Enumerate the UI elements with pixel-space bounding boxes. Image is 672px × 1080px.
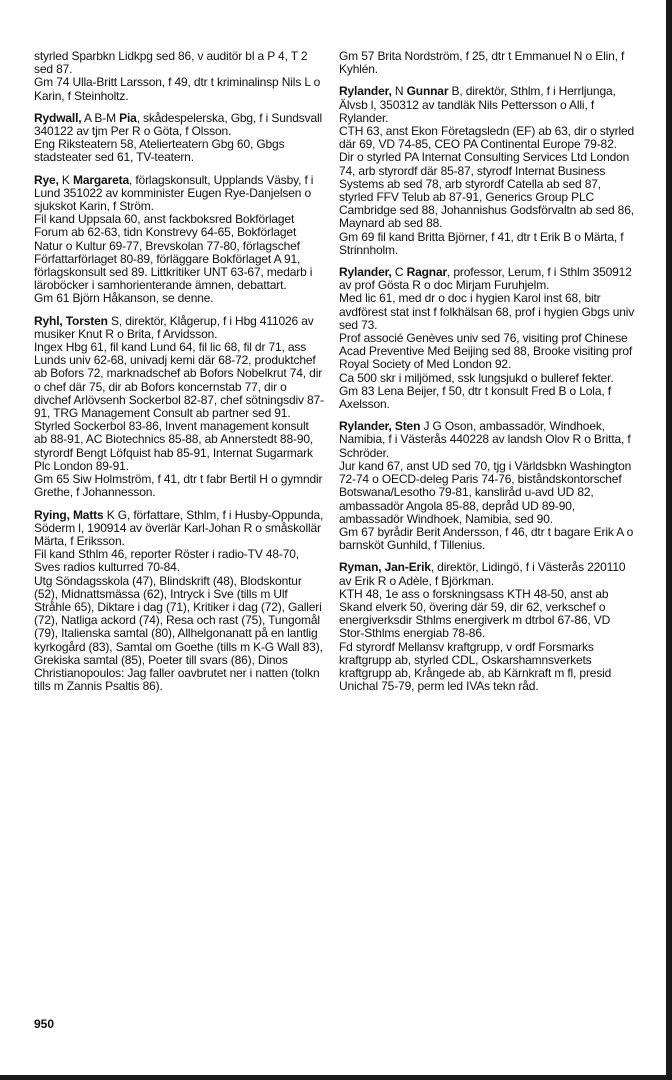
entry-rydwall: [34, 112, 324, 165]
entry-called-name: Margareta: [72, 172, 129, 187]
entry-rylander-gunnar: [339, 85, 637, 257]
entry-paragraph: Gm 83 Lena Beijer, f 50, dtr t konsult Fred B o Lola, f Axelsson.: [339, 383, 611, 412]
entry-continuation-left: [34, 50, 324, 103]
entry-called-name: Ragnar: [406, 265, 448, 280]
entry-paragraph: Med lic 61, med dr o doc i hygien Karol inst 68, bitr avdförest stat inst f folkhälsan 68, prof i hygien Gbgs univ sed 73.: [339, 291, 635, 332]
entry-called-name: Gunnar: [406, 84, 449, 99]
entry-details: , direktör, Klågerup, f i Hbg 411026 av musiker Knut R o Brita, f Arvidsson.: [34, 313, 314, 341]
right-column: [339, 50, 637, 702]
entry-given-names: S: [107, 313, 119, 328]
entry-rye: [34, 174, 324, 306]
scan-edge-bottom: [0, 1075, 672, 1080]
entry-surname: Rye,: [34, 172, 59, 187]
entry-header: [339, 85, 637, 125]
entry-paragraph: Gm 69 fil kand Britta Björner, f 41, dtr t Erik B o Märta, f Strinnholm.: [339, 229, 624, 257]
entry-header: [34, 315, 324, 341]
entry-given-names: N: [391, 84, 407, 99]
entry-details: , ambassadör, Windhoek, Namibia, f i Västerås 440228 av landsh Olov R o Britta, f Schröder.: [339, 419, 631, 460]
entry-paragraph: Styrled Sockerbol 83-86, Invent management konsult ab 88-91, AC Biotechnics 85-88, ab Annerstedt 88-90, styrordf Bengt Löfquist hab 85-91, Internat Sugarmark Plc London 89-91.: [34, 419, 314, 473]
entry-header: [34, 174, 324, 214]
entry-paragraph: Gm 61 Björn Håkanson, se denne.: [34, 291, 214, 306]
entry-ryhl: [34, 315, 324, 500]
entry-paragraph: Gm 57 Brita Nordström, f 25, dtr t Emmanuel N o Elin, f Kyhlén.: [339, 49, 625, 77]
entry-paragraph: Jur kand 67, anst UD sed 70, tjg i Världsbkn Washington 72-74 o OECD-deleg Paris 74-76, biståndskontorschef Botswana/Lesotho 79-81, kanslіråd u-avd UD 82, ambassadör Angola 85-88, depråd UD 89-90, ambassadör Windhoek, Namibia, sed 90.: [339, 458, 632, 526]
entry-paragraph: Utg Söndagsskola (47), Blindskrift (48), Blodskontur (52), Midnattsmässa (62), Intryck i Sve (tills m Ulf Stråhle 65), Diktare i dag (71), Kritiker i dag (72), Galleri (72), Natliga ackord (74), Resa och rast (75), Tungomål (79), Italienska samtal (80), Allhelgonanatt på en lantlig kyrkogård (83), Samtal om Goethe (tills m K-G Wall 83), Grekiska samtal (85), Poeter till svars (86), Dinos Christianopoulos: Jag faller oavbrutet ner i natten (tolkn tills m Zannis Psaltis 86).: [34, 573, 323, 694]
entry-given-names: C: [391, 265, 407, 280]
entry-paragraph: Fil kand Sthlm 46, reporter Röster i radio-TV 48-70, Sves radios kulturred 70-84.: [34, 547, 299, 575]
entry-details: , förlagskonsult, Upplands Väsby, f i Lund 351022 av komminister Eugen Rye-Danjelsen o sjukskot Karin, f Ström.: [34, 172, 314, 214]
entry-details: B, direktör, Sthlm, f i Herrljunga, Älvsb l, 350312 av tandläk Nils Pettersson o Alli, f Rylander.: [339, 84, 616, 125]
entry-ryman: [339, 561, 637, 693]
entry-rylander-sten: [339, 420, 637, 552]
entry-rying: [34, 509, 324, 694]
entry-header: [34, 509, 324, 549]
entry-header: [339, 266, 637, 292]
entry-paragraph: Gm 67 byrådir Berit Andersson, f 46, dtr t bagare Erik A o barnsköt Gunhild, f Tillenius.: [339, 524, 634, 553]
entry-surname: Rydwall,: [34, 110, 82, 125]
entry-paragraph: Gm 65 Siw Holmström, f 41, dtr t fabr Bertil H o gymndir Grethe, f Johannesson.: [34, 472, 323, 500]
entry-called-name: Pia: [119, 110, 137, 125]
entry-given-names: J G Oson: [420, 419, 473, 434]
entry-paragraph: styrled Sparbkn Lidkpg sed 86, v auditör bl a P 4, T 2 sed 87.: [34, 49, 308, 77]
entry-details: , författare, Sthlm, f i Husby-Oppunda, Söderm l, 190914 av överlär Karl-Johan R o småskollär Märta, f Eriksson.: [34, 507, 324, 548]
entry-paragraph: KTH 48, 1e ass o forskningsass KTH 48-50, anst ab Skand elverk 50, övering där 59, dir 62, verkschef o energiverksdir Sthlms energiverk m dtrbol 67-86, VD Stor-Sthlms energiab 78-86.: [339, 586, 611, 641]
entry-surname: Rylander,: [339, 265, 392, 280]
entry-header: [34, 112, 324, 138]
entry-given-names: K: [58, 172, 73, 187]
entry-given-names: K G: [103, 507, 127, 522]
entry-given-names: A B-M: [81, 110, 120, 125]
entry-header: [339, 561, 637, 587]
entry-paragraph: Fil kand Uppsala 60, anst fackboksred Bokförlaget Forum ab 62-63, tidn Konstrevy 64-65, Bokförlaget Natur o Kultur 69-77, Brevskolan 77-80, förlagschef Författarförlaget 80-89, förläggare Bokförlaget A 91, förlagskonsult sed 89. Littkritiker UNT 63-67, medarb i läroböcker i samhorienterande ämnen, debattart.: [34, 212, 313, 293]
entry-details: , skådespelerska, Gbg, f i Sundsvall 340122 av tjm Per R o Göta, f Olsson.: [34, 110, 323, 139]
entry-surname: Rying, Matts: [34, 507, 104, 522]
entry-paragraph: Ingex Hbg 61, fil kand Lund 64, fil lic 68, fil dr 71, ass Lunds univ 62-68, univadj kemi där 68-72, produktchef ab Bofors 72, marknadschef ab Bofors Nobelkrut 74, dir o chef där 75, dir ab Bofors koncernstab 77, dir o divchef Arlövsenh Sockerbol 82-87, chef sötningsdiv 87-91, TRG Management Consult ab partner sed 91.: [34, 340, 324, 421]
page-number: 950: [34, 1017, 55, 1031]
entry-paragraph: CTH 63, anst Ekon Företagsledn (EF) ab 63, dir o styrled där 69, VD 74-85, CEO PA Continental Europe 79-82.: [339, 124, 635, 152]
entry-surname: Rylander,: [339, 84, 392, 99]
entry-surname: Ryhl, Torsten: [34, 313, 108, 328]
entry-paragraph: Prof associé Genèves univ sed 76, visiting prof Chinese Acad Preventive Med Beijing sed 88, Brooke visiting prof Royal Society of Med London 92.: [339, 331, 633, 372]
scan-edge-right: [666, 0, 672, 1080]
entry-paragraph: Gm 74 Ulla-Britt Larsson, f 49, dtr t kriminalinsp Nils L o Karin, f Steinholtz.: [34, 75, 321, 103]
entry-paragraph: Eng Riksteatern 58, Atelierteatern Gbg 60, Gbgs stadsteater sed 61, TV-teatern.: [34, 137, 285, 165]
entry-surname: Rylander, Sten: [339, 419, 421, 434]
entry-paragraph: Dir o styrled PA Internat Consulting Services Ltd London 74, arb styrordf där 85-87, styrodf Internat Business Systems ab sed 78, arb styrordf Catella ab sed 87, styrled FFV Telub ab 87-91, Generics Group PLC Cambridge sed 88, Johannishus Godsförvaltn ab sed 86, Maynard ab sed 88.: [339, 150, 634, 231]
entry-surname: Ryman, Jan-Erik: [339, 560, 431, 575]
entry-paragraph: Ca 500 skr i miljömed, ssk lungsjukd o bulleref fekter.: [339, 370, 614, 385]
entry-continuation-right: [339, 50, 637, 76]
entry-details: , professor, Lerum, f i Sthlm 350912 av prof Gösta R o doc Mirjam Furuhjelm.: [339, 265, 632, 293]
entry-paragraph: Fd styrordf Mellansv kraftgrupp, v ordf Forsmarks kraftgrupp ab, styrled CDL, Oskarshamnsverkets kraftgrupp ab, Krångede ab, ab Kärnkraft m fl, presid Unichal 75-79, perm led IVAs tekn råd.: [339, 639, 612, 694]
left-column: [34, 50, 324, 702]
entry-rylander-ragnar: [339, 266, 637, 411]
entry-header: [339, 420, 637, 460]
entry-details: , direktör, Lidingö, f i Västerås 220110 av Erik R o Adèle, f Björkman.: [339, 560, 626, 588]
